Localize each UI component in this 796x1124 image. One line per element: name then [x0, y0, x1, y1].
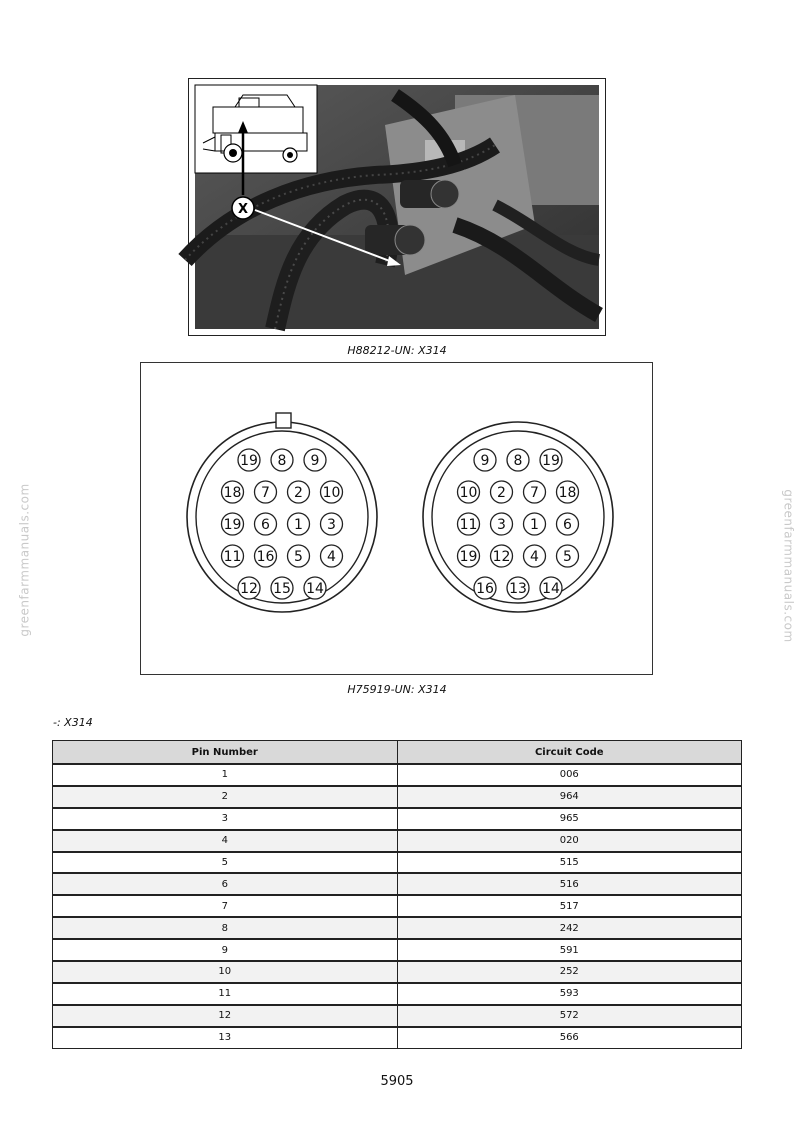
pin-number-label: 6: [563, 517, 572, 533]
figure1-caption: H88212-UN: X314: [347, 344, 447, 357]
pin-number-label: 14: [306, 581, 324, 597]
table-row: [53, 764, 742, 786]
pin-number-label: 16: [256, 549, 275, 565]
table-row: [53, 852, 742, 874]
pin-number-label: 12: [492, 549, 511, 565]
table-row: [53, 983, 742, 1005]
harness-photo-illustration: [195, 85, 599, 329]
table-row: [53, 917, 742, 939]
circuit-code-cell: 965: [397, 808, 742, 830]
pin-number-label: 1: [530, 517, 539, 533]
pin-number-cell: 6: [53, 873, 398, 895]
connector-diagram-svg: [141, 363, 651, 673]
table-header-row: [53, 741, 742, 765]
pin-number-label: 3: [327, 517, 336, 533]
circuit-code-cell: 006: [397, 764, 742, 786]
circuit-code-cell: 516: [397, 873, 742, 895]
pin-circuit-table: [52, 740, 742, 1049]
pin-number-label: 13: [509, 581, 527, 597]
circuit-code-cell: 517: [397, 895, 742, 917]
pin-number-label: 7: [530, 485, 539, 501]
circuit-code-cell: 252: [397, 961, 742, 983]
circuit-code-cell: 566: [397, 1027, 742, 1048]
pin-number-cell: 9: [53, 939, 398, 961]
table-row: [53, 873, 742, 895]
pin-number-cell: 3: [53, 808, 398, 830]
pin-number-label: 16: [476, 581, 494, 597]
pin-number-cell: 7: [53, 895, 398, 917]
table-row: [53, 1027, 742, 1048]
circuit-code-cell: 591: [397, 939, 742, 961]
pin-number-label: 4: [327, 549, 336, 565]
pin-number-label: 3: [497, 517, 506, 533]
pin-number-label: 18: [223, 485, 242, 501]
pin-number-label: 15: [273, 581, 291, 597]
table-row: [53, 939, 742, 961]
page-number: 5905: [380, 1074, 414, 1089]
table-row: [53, 830, 742, 852]
column-header-pin-number: Pin Number: [53, 741, 398, 765]
pin-number-label: 19: [223, 517, 242, 533]
circuit-code-cell: 020: [397, 830, 742, 852]
pin-number-cell: 1: [53, 764, 398, 786]
pin-number-label: 2: [497, 485, 506, 501]
harness-photo: [188, 78, 606, 336]
pin-number-label: 10: [322, 485, 341, 501]
pin-number-label: 14: [542, 581, 560, 597]
pin-number-cell: 10: [53, 961, 398, 983]
pin-number-label: 5: [563, 549, 572, 565]
pin-number-label: 1: [294, 517, 303, 533]
callout-x-label: X: [237, 202, 249, 217]
pin-number-label: 9: [480, 453, 490, 469]
pin-number-cell: 11: [53, 983, 398, 1005]
pin-number-label: 19: [459, 549, 478, 565]
table-row: [53, 895, 742, 917]
pin-number-cell: 12: [53, 1005, 398, 1027]
left-connector: [187, 413, 377, 612]
pin-number-label: 18: [558, 485, 577, 501]
pin-number-cell: 13: [53, 1027, 398, 1048]
table-row: [53, 808, 742, 830]
circuit-code-cell: 572: [397, 1005, 742, 1027]
pin-number-label: 8: [277, 453, 287, 469]
pin-number-label: 7: [261, 485, 270, 501]
pin-number-label: 19: [542, 453, 560, 469]
pin-number-cell: 5: [53, 852, 398, 874]
column-header-circuit-code: Circuit Code: [397, 741, 742, 765]
pin-number-cell: 2: [53, 786, 398, 808]
connector-pin-diagram: [140, 362, 653, 675]
pin-number-label: 8: [513, 453, 523, 469]
pin-number-label: 11: [223, 549, 242, 565]
pin-number-label: 2: [294, 485, 303, 501]
pin-number-label: 11: [459, 517, 478, 533]
table-row: [53, 786, 742, 808]
table-row: [53, 1005, 742, 1027]
pin-number-label: 12: [240, 581, 258, 597]
table-row: [53, 961, 742, 983]
circuit-code-cell: 593: [397, 983, 742, 1005]
watermark-left: greenfarmmanuals.com: [17, 483, 32, 637]
pin-number-label: 5: [294, 549, 303, 565]
section-label: -: X314: [53, 716, 93, 729]
circuit-code-cell: 515: [397, 852, 742, 874]
pin-number-label: 10: [459, 485, 478, 501]
pin-number-cell: 4: [53, 830, 398, 852]
figure2-caption: H75919-UN: X314: [347, 683, 447, 696]
pin-number-label: 19: [240, 453, 258, 469]
watermark-right: greenfarmmanuals.com: [781, 489, 796, 643]
circuit-code-cell: 964: [397, 786, 742, 808]
pin-number-label: 4: [530, 549, 539, 565]
pin-number-label: 9: [310, 453, 320, 469]
circuit-code-cell: 242: [397, 917, 742, 939]
pin-number-cell: 8: [53, 917, 398, 939]
pin-number-label: 6: [261, 517, 270, 533]
right-connector: [423, 422, 613, 612]
